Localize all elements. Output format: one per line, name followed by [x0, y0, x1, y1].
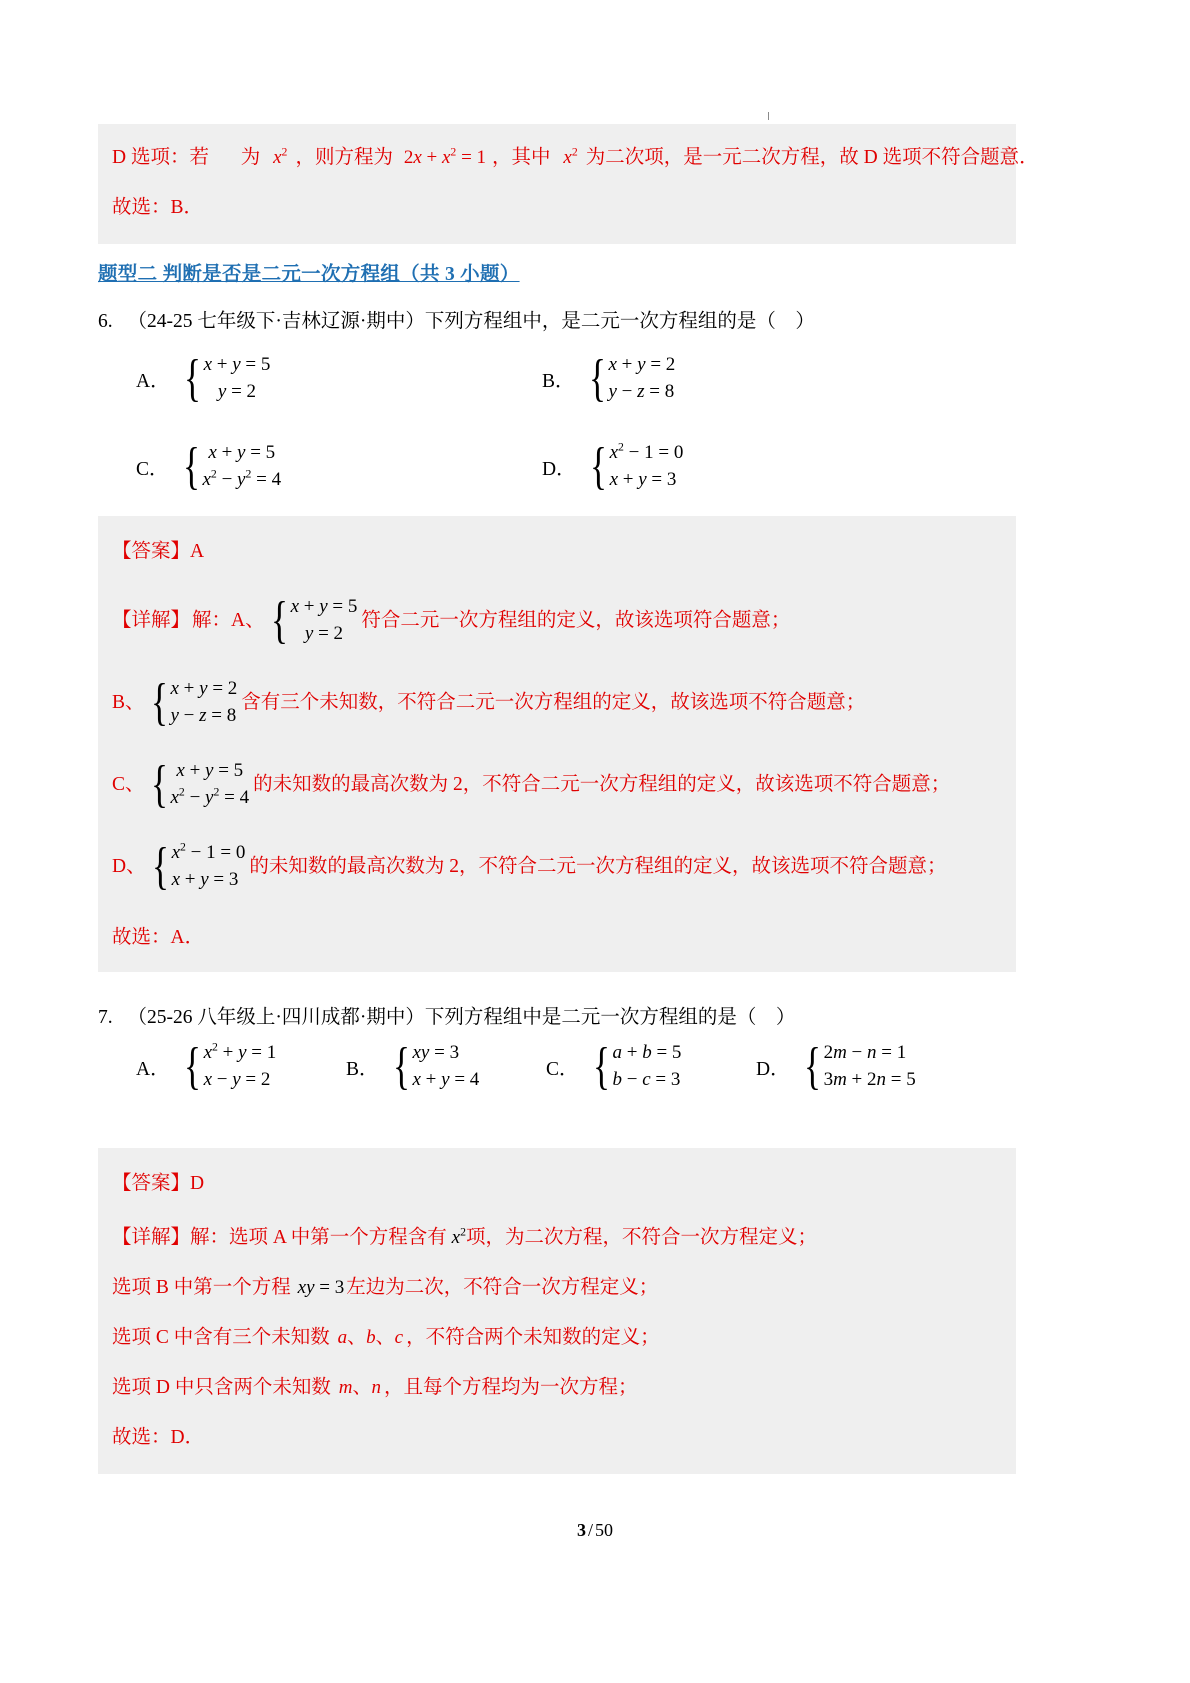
left-brace-icon: {: [589, 437, 607, 495]
question-6-answer-block: [98, 516, 1016, 972]
question-7-option-d-row-1: 2m − n = 1: [823, 1042, 907, 1063]
question-6-detail-c-row-1: x + y = 5: [176, 759, 244, 781]
question-6-option-c[interactable]: [136, 437, 496, 495]
question-7-options-row: [136, 1037, 1016, 1095]
question-6-detail-a-text: 符合二元一次方程组的定义，故该选项符合题意；: [361, 610, 791, 632]
question-7-option-c-label: C．: [546, 1058, 579, 1080]
question-7-option-a-row-1: $x^2 + y = 1$: [203, 1040, 277, 1063]
question-6-option-d[interactable]: [542, 437, 684, 495]
section-heading: 题型二 判断是否是二元一次方程组（共 3 小题）: [98, 264, 520, 285]
question-6-stem-line: [98, 304, 815, 339]
question-7-detail-c-post: ，不符合两个未知数的定义；: [406, 1327, 660, 1349]
footer-current-page: 3: [576, 1520, 586, 1540]
question-6-detail-d-text: 的未知数的最高次数为 2，不符合二元一次方程组的定义，故该选项不符合题意；: [249, 856, 947, 878]
question-7-detail-label: 【详解】: [112, 1227, 191, 1249]
question-6-detail-d-system: [148, 837, 246, 895]
question-7-option-c-row-2: b − c = 3: [612, 1068, 681, 1090]
question-6-detail-b-text: 含有三个未知数，不符合二元一次方程组的定义，故该选项不符合题意；: [241, 692, 866, 714]
left-brace-icon: {: [150, 673, 168, 731]
left-brace-icon: {: [150, 755, 168, 813]
left-brace-icon: {: [803, 1037, 821, 1095]
question-6-detail-d-row-1: $x^2 - 1 = 0$: [171, 840, 246, 863]
question-7-detail-d-vars: m、n: [338, 1377, 381, 1399]
question-6-option-c-system: [179, 437, 282, 495]
question-6-options-row-1: [136, 349, 1016, 407]
question-7-option-d-row-2: 3m + 2n = 5: [823, 1068, 916, 1090]
math-x-squared-1: $x^2$: [273, 145, 288, 168]
question-6-option-c-label: C．: [136, 458, 169, 480]
question-7-option-d-label: D．: [756, 1058, 790, 1080]
explanation-d-where: ，其中: [492, 147, 551, 168]
question-7-option-c-system: [589, 1037, 682, 1095]
question-6-option-d-label: D．: [542, 458, 576, 480]
explanation-d-pre: D 选项：若: [112, 147, 209, 168]
question-6-number: 6.: [98, 311, 113, 332]
left-brace-icon: {: [592, 1037, 610, 1095]
question-6-detail-a-system: [267, 591, 358, 649]
footer-total-pages: 50: [595, 1520, 613, 1540]
question-6-detail-b: [112, 673, 1002, 731]
question-6-detail-b-row-2: y − z = 8: [170, 704, 237, 726]
question-6-option-b[interactable]: [542, 349, 676, 407]
math-x-squared-2: $x^2$: [563, 145, 578, 168]
question-6-option-d-row-2: x + y = 3: [609, 468, 677, 490]
left-brace-icon: {: [183, 1037, 201, 1095]
question-6-conclusion: 故选：A．: [112, 926, 205, 948]
question-6-option-a-label: A．: [136, 370, 170, 392]
left-brace-icon: {: [588, 349, 606, 407]
question-6-detail-label: 【详解】: [112, 610, 191, 632]
question-6-source: （24-25 七年级下·吉林辽源·期中）: [127, 311, 425, 332]
math-equation-2x-plus-x2: $2x + x^2 = 1$: [403, 145, 487, 168]
question-6-answer-value: A: [190, 541, 205, 562]
explanation-line-d: [112, 140, 1039, 176]
question-6-detail-c-system: [147, 755, 250, 813]
left-brace-icon: {: [182, 437, 200, 495]
question-7-answer-block: [98, 1148, 1016, 1474]
question-6-answer-label: 【答案】: [112, 541, 191, 562]
question-7-option-b[interactable]: [346, 1037, 546, 1095]
question-7-detail-d-post: ，且每个方程均为一次方程；: [383, 1377, 638, 1399]
question-6-detail-c-text: 的未知数的最高次数为 2，不符合二元一次方程组的定义，故该选项不符合题意；: [253, 774, 951, 796]
question-6-option-a-row-1: x + y = 5: [203, 354, 271, 375]
section-heading-wrapper: [98, 258, 520, 286]
question-6-option-b-row-2: y − z = 8: [608, 380, 675, 402]
question-6-detail-b-label: B、: [112, 692, 145, 714]
question-6-answer-line: [112, 534, 1002, 570]
explanation-block-previous: [98, 124, 1039, 244]
left-brace-icon: {: [270, 591, 288, 649]
question-7-detail-c-vars: a、b、c: [337, 1327, 404, 1349]
question-6-detail-c-label: C、: [112, 774, 145, 796]
question-7-answer-value: D: [190, 1173, 205, 1194]
question-7-option-a-row-2: x − y = 2: [203, 1068, 271, 1090]
question-7-source: （25-26 八年级上·四川成都·期中）: [127, 1007, 425, 1028]
question-6-option-a-system: [180, 349, 271, 407]
page-footer: [0, 1520, 1190, 1541]
footer-separator: /: [587, 1520, 593, 1540]
question-6-detail-b-system: [147, 673, 238, 731]
question-7-detail-a-post: 项，为二次方程，不符合一次方程定义；: [465, 1227, 817, 1249]
question-6-detail-a-row-2: y = 2: [304, 623, 344, 645]
question-6-detail-a: [112, 591, 1002, 649]
question-6-option-b-system: [585, 349, 676, 407]
question-6-option-b-label: B．: [542, 370, 575, 392]
question-6-detail-a-row-1: x + y = 5: [290, 596, 358, 618]
question-7-detail-c-pre: 选项 C 中含有三个未知数: [112, 1327, 330, 1349]
question-7-detail-d-pre: 选项 D 中只含两个未知数: [112, 1377, 331, 1399]
question-7-option-d-system: [800, 1037, 916, 1095]
question-7-detail-a: [112, 1220, 1002, 1256]
question-6-option-c-row-2: $x^2 - y^2 = 4$: [202, 467, 282, 490]
question-7-detail-a-pre: 解：选项 A 中第一个方程含有: [190, 1227, 447, 1249]
question-6-detail-d-label: D、: [112, 856, 146, 878]
question-7-answer-label: 【答案】: [112, 1173, 191, 1194]
question-6-detail-d-row-2: x + y = 3: [171, 868, 239, 890]
question-6-option-b-row-1: x + y = 2: [608, 354, 676, 375]
question-7-stem: 下列方程组中是二元一次方程组的是（ ）: [424, 1007, 796, 1028]
question-7: [98, 1000, 795, 1035]
explanation-d-post: 为二次项，是一元二次方程，故 D 选项不符合题意．: [585, 147, 1039, 168]
question-6-detail-lead: 解：A、: [192, 610, 265, 632]
question-7-conclusion: 故选：D．: [112, 1427, 205, 1449]
question-6-detail-c-row-2: $x^2 - y^2 = 4$: [170, 785, 250, 808]
question-7-detail-a-math: $x^2$: [451, 1225, 466, 1249]
stray-mark: [768, 112, 769, 120]
question-6-option-a-row-2: y = 2: [217, 380, 257, 402]
question-7-option-c-row-1: a + b = 5: [612, 1042, 682, 1063]
question-7-option-b-row-1: xy = 3: [412, 1042, 460, 1063]
question-7-option-b-row-2: x + y = 4: [412, 1068, 480, 1090]
question-6-option-a[interactable]: [136, 349, 496, 407]
question-7-detail-b-math: xy = 3: [297, 1277, 345, 1299]
question-6: [98, 304, 815, 339]
question-6-options-row-2: [136, 437, 1016, 495]
question-7-detail-b-post: 左边为二次，不符合一次方程定义；: [346, 1277, 659, 1299]
question-6-option-c-row-1: x + y = 5: [208, 442, 276, 463]
explanation-d-then: ，则方程为: [295, 147, 393, 168]
question-6-detail-c: [112, 755, 1002, 813]
question-7-detail-d: [112, 1370, 1002, 1406]
question-7-option-b-label: B．: [346, 1058, 379, 1080]
question-6-detail-d: [112, 837, 1002, 895]
question-7-option-a[interactable]: [136, 1037, 346, 1095]
question-7-stem-line: [98, 1000, 795, 1035]
explanation-conclusion-previous: 故选：B．: [112, 197, 204, 219]
question-6-option-d-system: [586, 437, 684, 495]
question-7-option-a-label: A．: [136, 1058, 170, 1080]
question-7-option-a-system: [180, 1037, 277, 1095]
question-6-option-d-row-1: $x^2 - 1 = 0$: [609, 440, 684, 463]
question-6-stem: 下列方程组中，是二元一次方程组的是（ ）: [424, 311, 815, 332]
question-7-option-d[interactable]: [756, 1037, 916, 1095]
question-7-detail-b-pre: 选项 B 中第一个方程: [112, 1277, 291, 1299]
left-brace-icon: {: [183, 349, 201, 407]
question-7-detail-c: [112, 1320, 1002, 1356]
explanation-d-mid: 为: [240, 147, 261, 168]
question-7-option-b-system: [389, 1037, 480, 1095]
question-7-number: 7.: [98, 1007, 113, 1028]
question-7-option-c[interactable]: [546, 1037, 756, 1095]
left-brace-icon: {: [392, 1037, 410, 1095]
question-7-detail-b: [112, 1270, 1002, 1306]
left-brace-icon: {: [151, 837, 169, 895]
question-6-detail-b-row-1: x + y = 2: [170, 678, 238, 699]
question-7-answer-line: [112, 1166, 1002, 1202]
